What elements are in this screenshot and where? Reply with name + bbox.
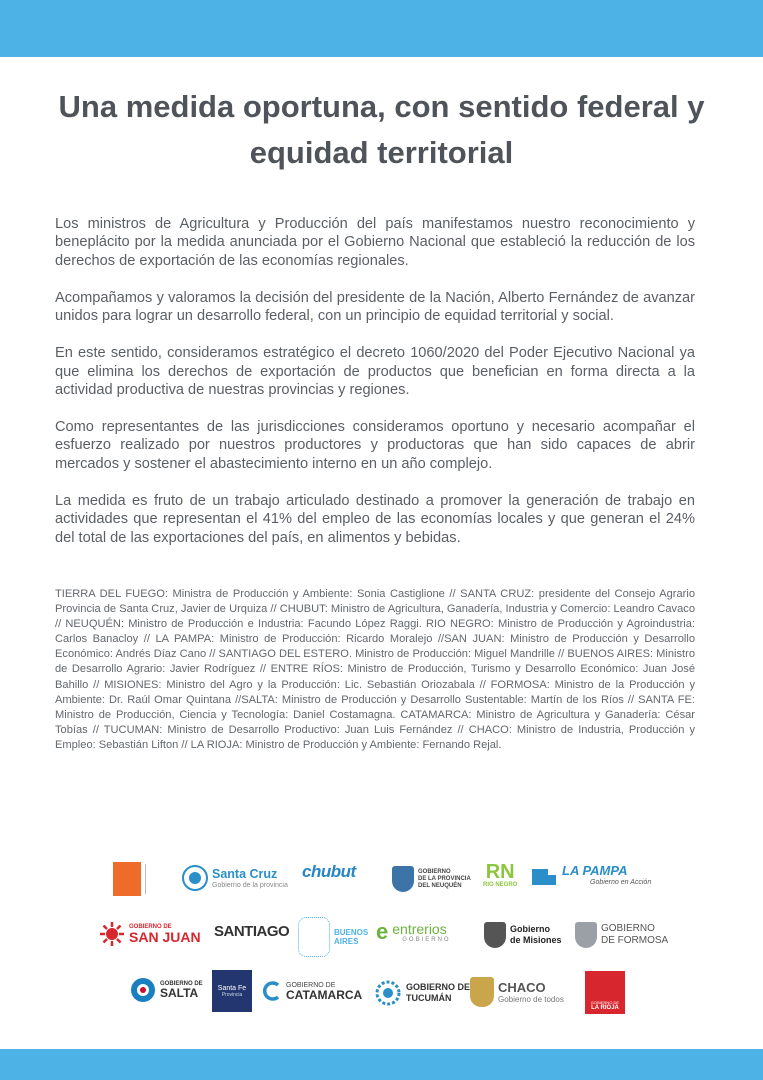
catamarca-line-1: GOBIERNO DE xyxy=(286,981,336,989)
entre-rios-name: entrerios xyxy=(392,920,447,937)
misiones-crest-icon xyxy=(484,922,506,948)
tucuman-logo xyxy=(374,979,470,1007)
tucuman-line-1: GOBIERNO DE xyxy=(406,982,471,992)
paragraph-5: La medida es fruto de un trabajo articulado destinado a promover la generación de trabajo en actividades que representan el 41% del empleo de las economías locales y que generan el 24% del total de las exportaciones del país, en alimentos y bebidas. xyxy=(55,492,695,546)
tierra-del-fuego-divider xyxy=(145,864,168,894)
rio-negro-mark: RN xyxy=(485,861,515,883)
catamarca-c-icon xyxy=(262,981,282,1001)
la-pampa-name: LA PAMPA xyxy=(562,863,628,878)
la-rioja-line-1: GOBIERNO DE xyxy=(590,1000,620,1005)
rio-negro-sub: RIO NEGRO xyxy=(483,882,518,888)
letter-body xyxy=(55,215,695,566)
santa-cruz-name: Santa Cruz xyxy=(212,866,278,881)
buenos-aires-map-icon xyxy=(298,917,330,957)
bottom-banner xyxy=(0,1049,763,1080)
santa-cruz-sub: Gobierno de la provincia xyxy=(212,881,288,889)
santa-fe-line-1: Santa Fe xyxy=(217,984,247,992)
top-banner xyxy=(0,0,763,57)
signatories-list: TIERRA DEL FUEGO: Ministra de Producción y Ambiente: Sonia Castiglione // SANTA CRUZ: presidente del Consejo Agrario Provincia de Santa Cruz, Javier de Urquiza // CHUBUT: Ministro de Agricultura, Ganadería, Industria y Comercio: Leandro Cavaco // NEUQUÉN: Ministro de Producción e Industria: Facundo López Raggi. RIO NEGRO: Ministro de Producción y Agroindustria: Carlos Banacloy // LA PAMPA: Ministro de Producción: Ricardo Moralejo //SAN JUAN: Ministro de Producción y Desarrollo Económico: Andrés Díaz Cano // SANTIAGO DEL ESTERO. Ministro de Producción: Miguel Mandrille // BUENOS AIRES: Ministro de Desarrollo Agrario: Javier Rodríguez // ENTRE RÍOS: Ministro de Producción, Turismo y Desarrollo Económico: Juan José Bahillo // MISIONES: Ministro del Agro y la Producción: Lic. Sebastián Oriozabala // FORMOSA: Ministro de la Producción y Ambiente: Dr. Raúl Omar Quintana //SALTA: Ministro de Producción y Desarrollo Sustentable: Martín de los Ríos // SANTA FE: Ministro de Producción, Ciencia y Tecnología: Daniel Costamagna. CATAMARCA: Ministro de Agricultura y Ganadería: César Tobías // TUCUMAN: Ministro de Desarrollo Productivo: Juan Luis Fernández // CHACO: Ministro de Industria, Producción y Empleo: Sebastián Lifton // LA RIOJA: Ministro de Producción y Ambiente: Fernando Rejal. xyxy=(55,588,695,751)
formosa-crest-icon xyxy=(575,922,597,948)
salta-logo xyxy=(130,977,203,1003)
la-rioja-logo xyxy=(585,971,625,1014)
neuquen-line-2: DE LA PROVINCIA xyxy=(418,875,471,882)
salta-seal-icon xyxy=(130,977,156,1003)
formosa-logo xyxy=(575,922,668,948)
tierra-del-fuego-logo xyxy=(113,862,168,896)
santiago-name: SANTIAGO xyxy=(214,923,290,940)
san-juan-logo xyxy=(99,921,201,947)
santa-fe-logo xyxy=(212,970,252,1012)
catamarca-line-2: CATAMARCA xyxy=(286,987,363,1002)
chaco-name: CHACO xyxy=(498,979,546,995)
santa-cruz-emblem-icon xyxy=(182,865,208,891)
misiones-logo xyxy=(484,922,562,948)
neuquen-line-1: GOBIERNO xyxy=(418,868,451,875)
entre-rios-mark: e xyxy=(376,919,389,944)
misiones-line-1: Gobierno xyxy=(510,924,550,934)
la-pampa-map-icon xyxy=(530,865,558,887)
page-title: Una medida oportuna, con sentido federal y equidad territorial xyxy=(58,89,705,170)
santiago-logo xyxy=(214,923,289,940)
chubut-logo xyxy=(302,862,356,882)
entre-rios-sub: GOBIERNO xyxy=(402,936,451,943)
formosa-line-2: DE FORMOSA xyxy=(601,935,669,946)
tucuman-line-2: TUCUMÁN xyxy=(406,993,452,1003)
paragraph-2: Acompañamos y valoramos la decisión del presidente de la Nación, Alberto Fernández de avanzar unidos para lograr un desarrollo federal, con un principio de equidad territorial y social. xyxy=(55,289,695,325)
la-pampa-logo xyxy=(530,864,651,887)
tucuman-sun-icon xyxy=(374,979,402,1007)
san-juan-line-2: SAN JUAN xyxy=(129,928,201,945)
san-juan-sun-icon xyxy=(99,921,125,947)
la-pampa-sub: Gobierno en Acción xyxy=(590,879,652,886)
salta-line-1: GOBIERNO DE xyxy=(160,980,203,987)
chubut-name: chubut xyxy=(302,862,356,881)
catamarca-logo xyxy=(262,981,362,1001)
formosa-line-1: GOBIERNO xyxy=(601,923,655,934)
buenos-aires-name: BUENOS AIRES xyxy=(334,928,369,946)
misiones-line-2: de Misiones xyxy=(510,935,562,945)
santa-fe-line-2: Provincia xyxy=(221,991,243,998)
neuquen-logo xyxy=(392,866,471,892)
la-rioja-line-2: LA RIOJA xyxy=(591,1005,619,1011)
neuquen-line-3: DEL NEUQUÉN xyxy=(418,882,462,889)
paragraph-4: Como representantes de las jurisdicciones consideramos oportuno y necesario acompañar el esfuerzo realizado por nuestros productores y productoras que han sido capaces de abrir mercados y sostener el abastecimiento interno en un año complejo. xyxy=(55,419,695,472)
santa-cruz-logo xyxy=(182,865,288,891)
chaco-sub: Gobierno de todos xyxy=(498,994,564,1004)
paragraph-3: En este sentido, consideramos estratégico el decreto 1060/2020 del Poder Ejecutivo Nacional ya que elimina los derechos de exportación de productos que benefician en forma directa a la actividad productiva de nuestras provincias y regiones. xyxy=(55,345,695,399)
chaco-logo xyxy=(470,977,564,1007)
chaco-crest-icon xyxy=(470,977,494,1007)
rio-negro-logo xyxy=(483,862,517,888)
entre-rios-logo xyxy=(376,921,451,943)
salta-line-2: SALTA xyxy=(160,985,199,1000)
tierra-del-fuego-emblem-icon xyxy=(113,862,141,896)
san-juan-line-1: GOBIERNO DE xyxy=(129,923,172,930)
buenos-aires-logo xyxy=(298,917,369,957)
paragraph-1: Los ministros de Agricultura y Producción del país manifestamos nuestro reconocimiento y beneplácito por la medida anunciada por el Gobierno Nacional que estableció la reducción de los derechos de exportación de las economías regionales. xyxy=(55,216,695,269)
neuquen-crest-icon xyxy=(392,866,414,892)
